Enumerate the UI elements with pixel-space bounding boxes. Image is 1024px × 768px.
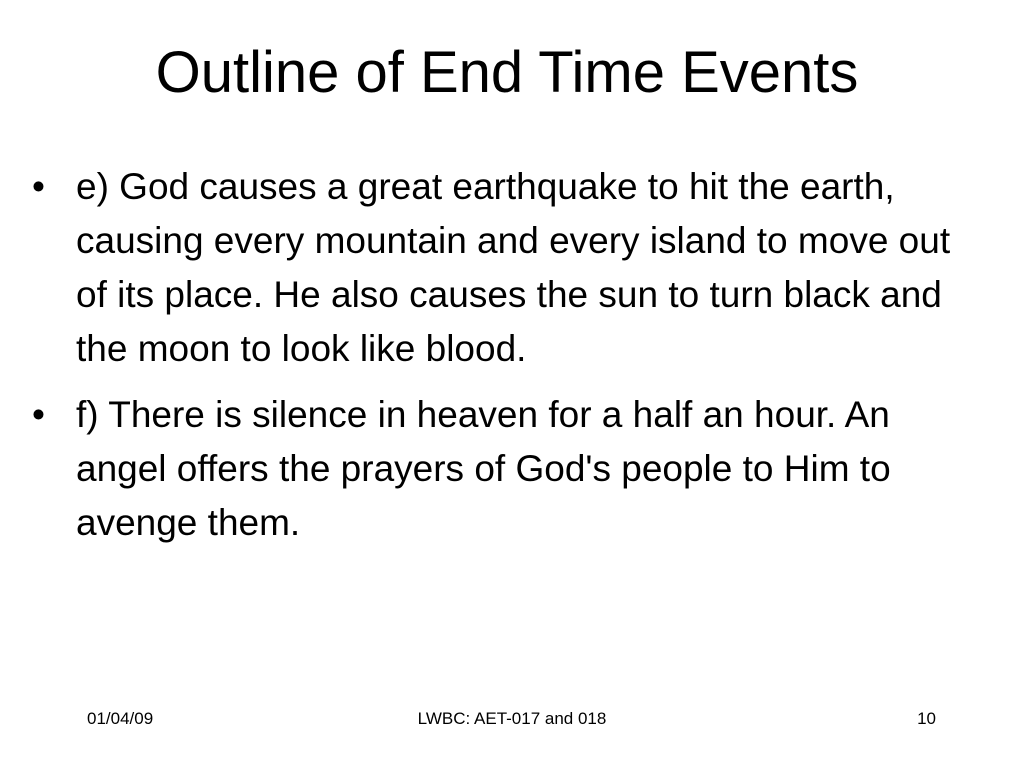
bullet-icon: • <box>32 394 45 435</box>
slide-number: 10 <box>917 709 936 728</box>
slide-title: Outline of End Time Events <box>155 40 859 105</box>
bullet-list <box>32 160 972 562</box>
footer-center-text: LWBC: AET-017 and 018 <box>417 709 607 728</box>
bullet-text: f) There is silence in heaven for a half an hour. An angel offers the prayers of God's people to Him to avenge them. <box>76 394 891 543</box>
bullet-item <box>32 160 972 376</box>
bullet-icon: • <box>32 166 45 207</box>
bullet-item <box>32 388 972 550</box>
bullet-text: e) God causes a great earthquake to hit the earth, causing every mountain and every island to move out of its place. He also causes the sun to turn black and the moon to look like blood. <box>76 166 951 369</box>
footer-date: 01/04/09 <box>87 709 154 728</box>
